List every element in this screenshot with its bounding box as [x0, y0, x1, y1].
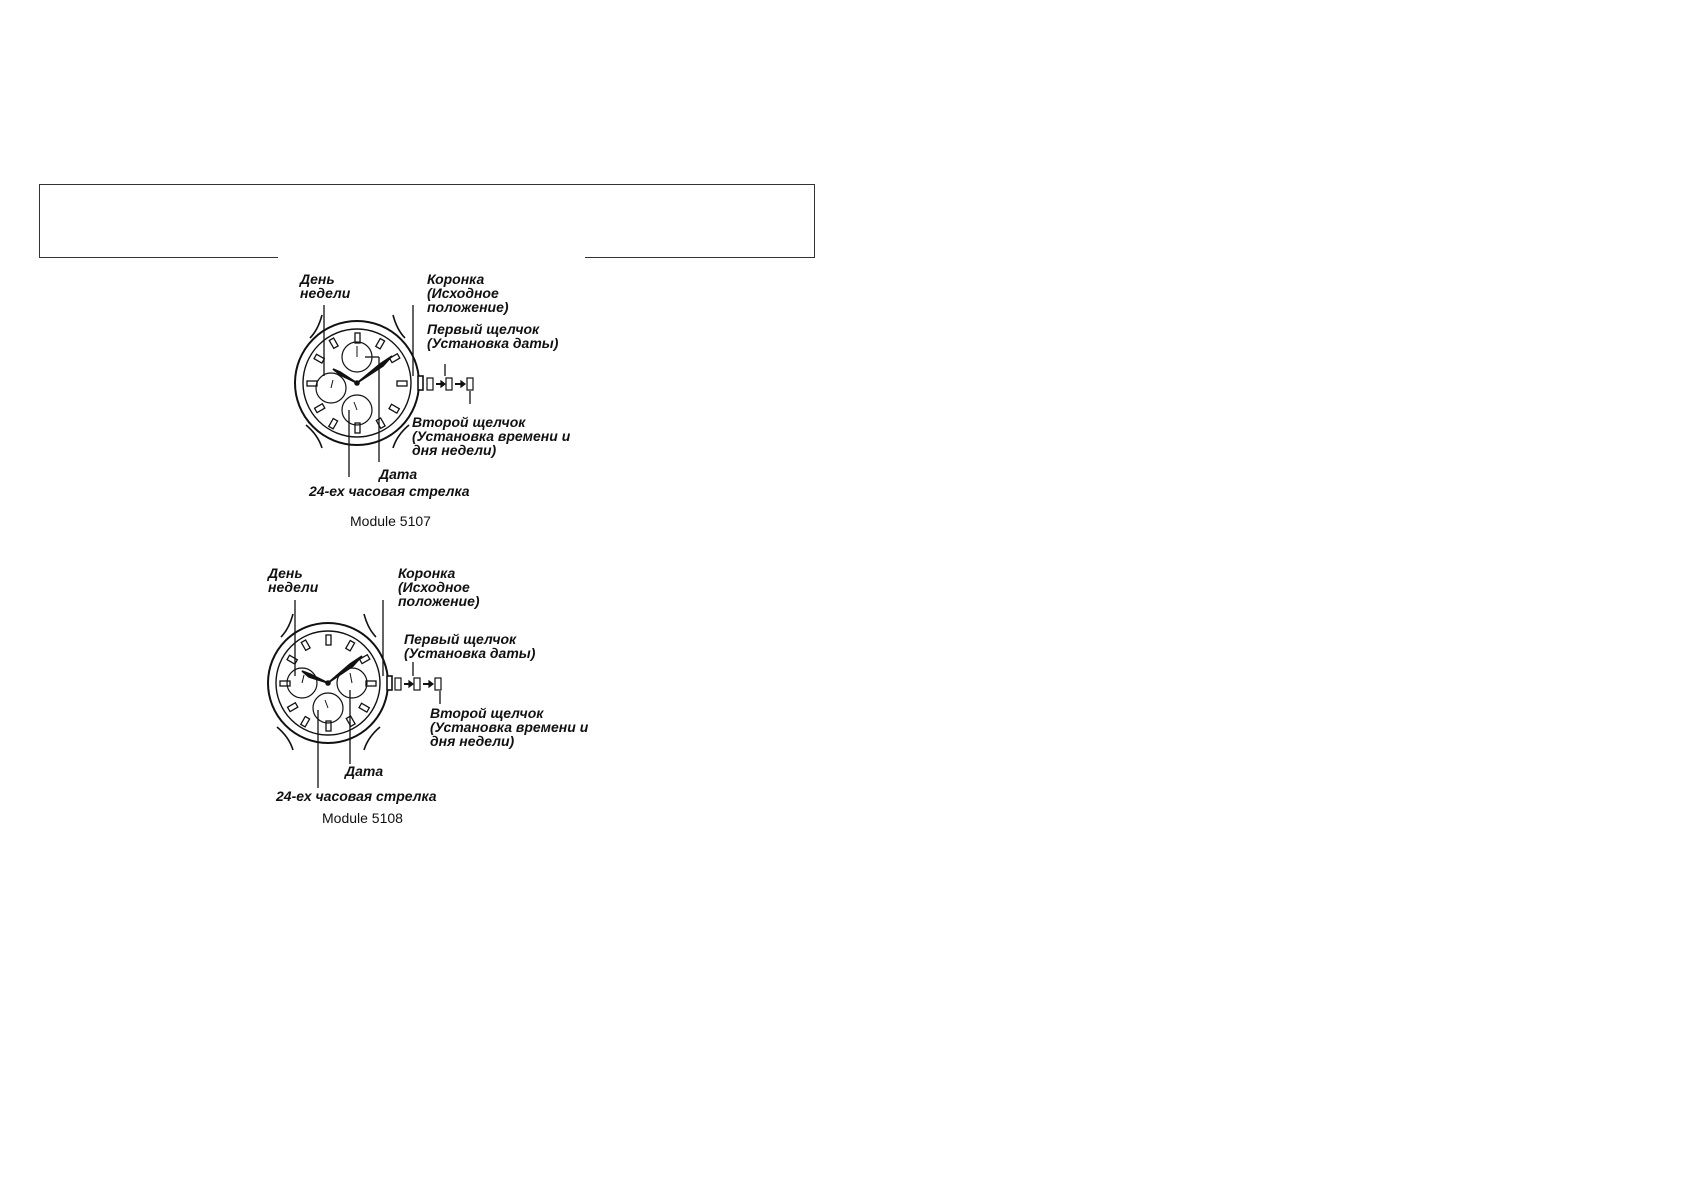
lug-bottom-right — [393, 425, 409, 448]
crown-positions-5107 — [427, 378, 473, 390]
day-hand — [331, 380, 333, 388]
date-hand-2 — [350, 673, 352, 683]
crown — [418, 376, 423, 390]
hour24-hand-2 — [325, 700, 328, 708]
minute-hand-2 — [328, 656, 362, 683]
crown-label-2: Коронка (Исходное положение) — [398, 565, 480, 609]
hour24-hand — [354, 402, 357, 410]
second-click-label: Второй щелчок (Установка времени и дня недели) — [412, 414, 571, 458]
hand24-label-2: 24-ех часовая стрелка — [276, 788, 437, 804]
hand24-label: 24-ех часовая стрелка — [309, 483, 470, 499]
module-caption-2: Module 5108 — [322, 810, 403, 826]
lug-bottom-right-2 — [364, 727, 380, 750]
lug-top-right-2 — [364, 614, 376, 637]
watch-illustration-5108 — [268, 600, 441, 788]
date-label: Дата — [379, 466, 418, 482]
day-of-week-label: День недели — [300, 271, 351, 301]
second-click-label-2: Второй щелчок (Установка времени и дня недели) — [430, 705, 589, 749]
first-click-label-2: Первый щелчок (Установка даты) — [404, 631, 536, 661]
lug-top-left — [310, 315, 322, 338]
module-caption: Module 5107 — [350, 513, 431, 529]
center-pin — [355, 381, 359, 385]
day-of-week-label-2: День недели — [268, 565, 319, 595]
day-hand-2 — [302, 675, 304, 683]
date-label-2: Дата — [345, 763, 384, 779]
center-pin-2 — [326, 681, 330, 685]
crown-label: Коронка (Исходное положение) — [427, 271, 509, 315]
crown-2 — [387, 676, 392, 690]
first-click-label: Первый щелчок (Установка даты) — [427, 321, 559, 351]
minute-hand — [357, 356, 392, 383]
lug-top-left-2 — [281, 614, 293, 637]
hour-hand-2 — [302, 671, 328, 683]
crown-positions-5108 — [395, 678, 441, 690]
